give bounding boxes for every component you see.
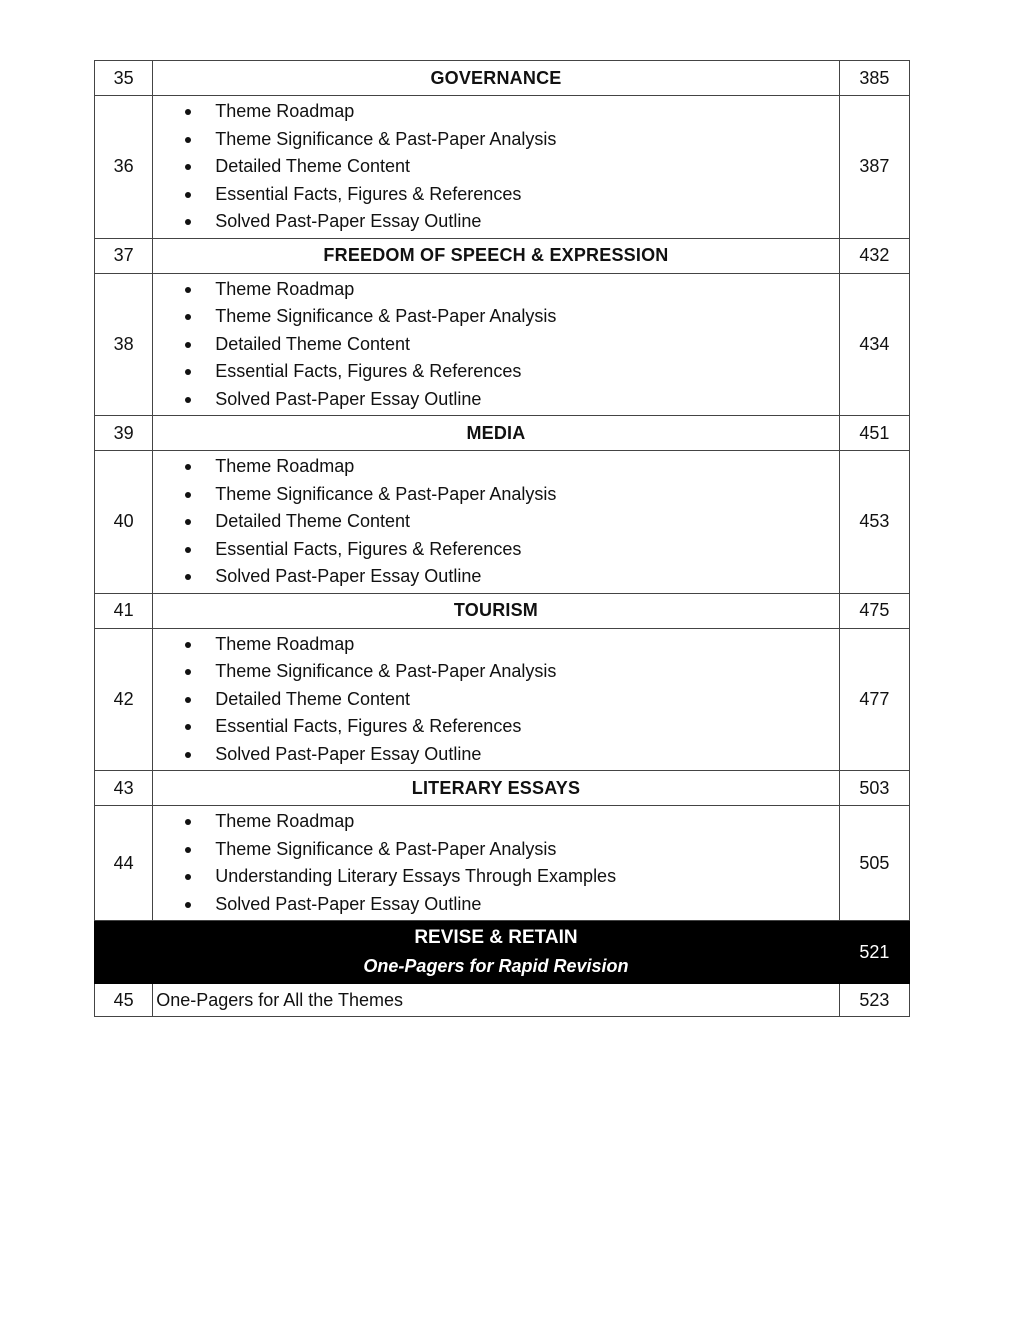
toc-body — [95, 61, 910, 1017]
row-number: 37 — [95, 238, 153, 273]
subtopic-cell — [153, 273, 840, 416]
row-number: 36 — [95, 96, 153, 239]
subtopic-list — [153, 451, 839, 593]
list-item — [153, 686, 839, 714]
page-number: 477 — [839, 628, 909, 771]
list-item — [153, 631, 839, 659]
row-number: 45 — [95, 984, 153, 1017]
toc-row-theme — [95, 593, 910, 628]
list-item — [153, 358, 839, 386]
bullet-icon — [185, 492, 191, 498]
list-item — [153, 741, 839, 769]
list-item-label: Theme Significance & Past-Paper Analysis — [215, 306, 557, 326]
page-number: 521 — [839, 921, 909, 984]
theme-title: FREEDOM OF SPEECH & EXPRESSION — [153, 238, 840, 273]
list-item-label: Theme Significance & Past-Paper Analysis — [215, 661, 557, 681]
list-item-label: Theme Significance & Past-Paper Analysis — [215, 838, 557, 859]
subtopic-list — [153, 274, 839, 416]
toc-row-theme — [95, 61, 910, 96]
subtopic-list — [153, 96, 839, 238]
list-item — [153, 891, 839, 919]
list-item — [153, 836, 839, 864]
subtopic-cell — [153, 96, 840, 239]
list-item — [153, 481, 839, 509]
toc-row-entry — [95, 984, 910, 1017]
list-item — [153, 208, 839, 236]
bullet-icon — [185, 397, 191, 403]
list-item — [153, 863, 839, 891]
list-item-label: Essential Facts, Figures & References — [215, 716, 522, 736]
list-item-label: Solved Past-Paper Essay Outline — [215, 211, 482, 231]
theme-title: TOURISM — [153, 593, 840, 628]
list-item-label: Theme Significance & Past-Paper Analysis — [215, 128, 557, 149]
list-item-label: Understanding Literary Essays Through Examples — [215, 866, 617, 886]
list-item-label: Solved Past-Paper Essay Outline — [215, 893, 482, 914]
bullet-icon — [185, 342, 191, 348]
entry-title: One-Pagers for All the Themes — [153, 984, 840, 1017]
row-number: 41 — [95, 593, 153, 628]
list-item-label: Essential Facts, Figures & References — [215, 361, 522, 381]
toc-row-subtopics — [95, 451, 910, 594]
list-item-label: Detailed Theme Content — [215, 156, 410, 176]
row-number: 40 — [95, 451, 153, 594]
bullet-icon — [185, 464, 191, 470]
list-item-label: Essential Facts, Figures & References — [215, 538, 522, 559]
bullet-icon — [185, 724, 191, 730]
list-item — [153, 153, 839, 181]
section-title-cell — [153, 921, 840, 984]
list-item-label: Theme Roadmap — [215, 278, 355, 299]
section-title: REVISE & RETAIN — [414, 927, 578, 948]
page-number: 503 — [839, 771, 909, 806]
bullet-icon — [185, 669, 191, 675]
list-item — [153, 98, 839, 126]
bullet-icon — [185, 574, 191, 580]
row-number — [95, 921, 153, 984]
row-number: 39 — [95, 416, 153, 451]
toc-row-subtopics — [95, 273, 910, 416]
subtopic-cell — [153, 628, 840, 771]
row-number: 44 — [95, 806, 153, 921]
bullet-icon — [185, 697, 191, 703]
list-item — [153, 713, 839, 741]
bullet-icon — [185, 314, 191, 320]
bullet-icon — [185, 902, 191, 908]
page-number: 387 — [839, 96, 909, 239]
page-number: 475 — [839, 593, 909, 628]
row-number: 43 — [95, 771, 153, 806]
subtopic-cell — [153, 806, 840, 921]
list-item-label: Detailed Theme Content — [215, 333, 410, 354]
toc-row-subtopics — [95, 628, 910, 771]
row-number: 35 — [95, 61, 153, 96]
bullet-icon — [185, 219, 191, 225]
toc-row-subtopics — [95, 806, 910, 921]
page-number: 523 — [839, 984, 909, 1017]
toc-row-subtopics — [95, 96, 910, 239]
bullet-icon — [185, 547, 191, 553]
bullet-icon — [185, 109, 191, 115]
bullet-icon — [185, 369, 191, 375]
list-item-label: Theme Significance & Past-Paper Analysis — [215, 483, 557, 504]
list-item — [153, 508, 839, 536]
list-item-label: Essential Facts, Figures & References — [215, 183, 522, 204]
bullet-icon — [185, 874, 191, 880]
list-item-label: Theme Roadmap — [215, 101, 355, 121]
list-item-label: Detailed Theme Content — [215, 688, 410, 709]
subtopic-list — [153, 629, 839, 771]
toc-row-theme — [95, 771, 910, 806]
list-item — [153, 126, 839, 154]
page-number: 434 — [839, 273, 909, 416]
list-item — [153, 563, 839, 591]
row-number: 38 — [95, 273, 153, 416]
bullet-icon — [185, 519, 191, 525]
list-item — [153, 181, 839, 209]
list-item-label: Detailed Theme Content — [215, 511, 410, 531]
list-item-label: Theme Roadmap — [215, 456, 355, 476]
list-item — [153, 453, 839, 481]
toc-row-theme — [95, 238, 910, 273]
bullet-icon — [185, 752, 191, 758]
page-number: 451 — [839, 416, 909, 451]
subtopic-cell — [153, 451, 840, 594]
page-number: 505 — [839, 806, 909, 921]
section-subtitle: One-Pagers for Rapid Revision — [363, 956, 629, 976]
bullet-icon — [185, 287, 191, 293]
bullet-icon — [185, 164, 191, 170]
list-item — [153, 276, 839, 304]
theme-title: MEDIA — [153, 416, 840, 451]
bullet-icon — [185, 642, 191, 648]
list-item-label: Theme Roadmap — [215, 633, 355, 654]
list-item-label: Solved Past-Paper Essay Outline — [215, 743, 482, 764]
list-item-label: Solved Past-Paper Essay Outline — [215, 388, 482, 409]
page-number: 432 — [839, 238, 909, 273]
list-item — [153, 331, 839, 359]
list-item-label: Solved Past-Paper Essay Outline — [215, 566, 482, 586]
bullet-icon — [185, 192, 191, 198]
list-item — [153, 808, 839, 836]
toc-row-section-header — [95, 921, 910, 984]
list-item — [153, 386, 839, 414]
theme-title: LITERARY ESSAYS — [153, 771, 840, 806]
page-number: 385 — [839, 61, 909, 96]
bullet-icon — [185, 847, 191, 853]
toc-row-theme — [95, 416, 910, 451]
list-item-label: Theme Roadmap — [215, 811, 355, 831]
list-item — [153, 536, 839, 564]
bullet-icon — [185, 819, 191, 825]
bullet-icon — [185, 137, 191, 143]
subtopic-list — [153, 806, 839, 920]
list-item — [153, 303, 839, 331]
table-of-contents — [94, 60, 910, 1017]
list-item — [153, 658, 839, 686]
page-number: 453 — [839, 451, 909, 594]
row-number: 42 — [95, 628, 153, 771]
theme-title: GOVERNANCE — [153, 61, 840, 96]
